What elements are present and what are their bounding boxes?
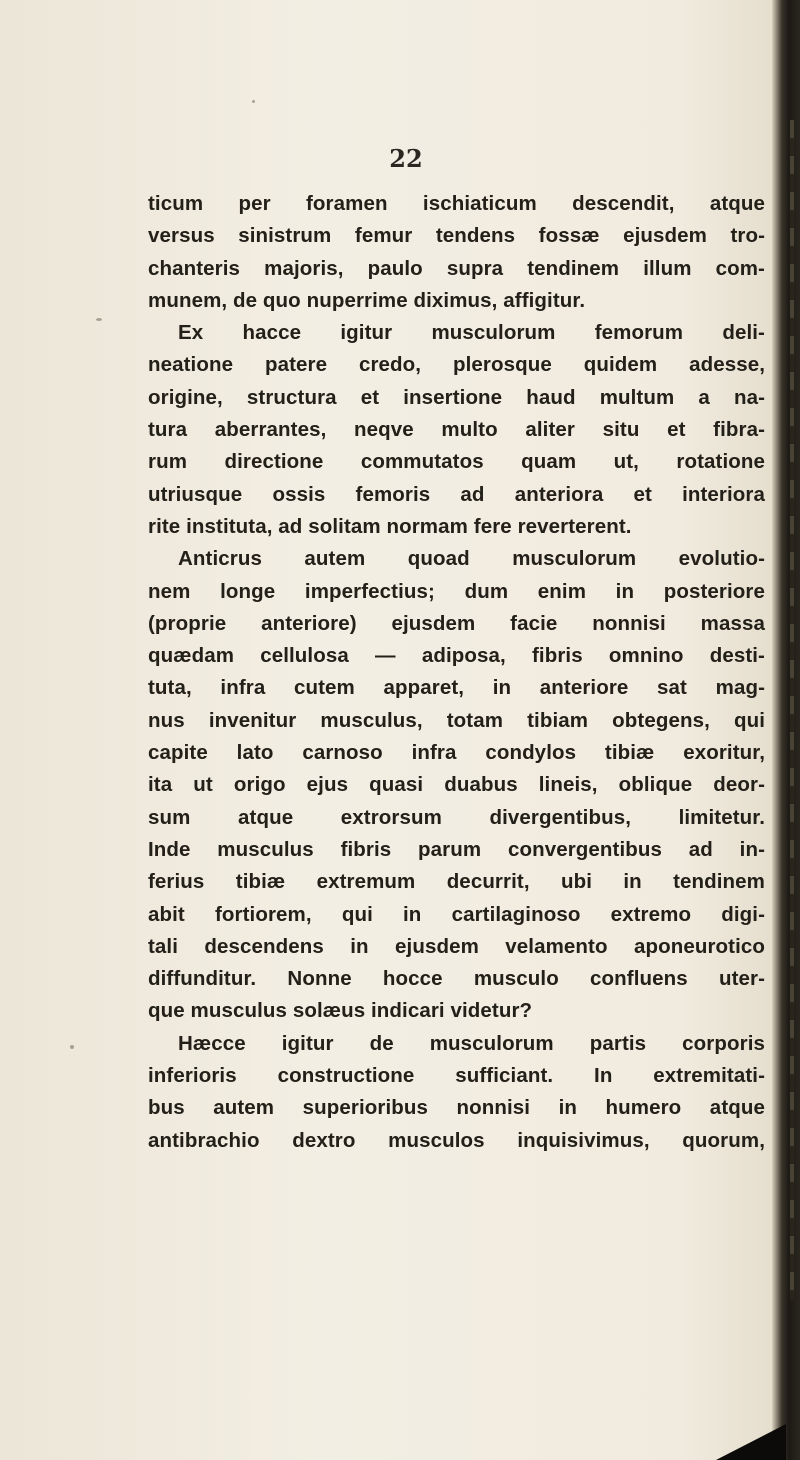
text-line: Anticrus autem quoad musculorum evolutio- [178,547,765,571]
text-line: tura aberrantes, neqve multo aliter situ et fibra- [148,418,765,442]
text-line: chanteris majoris, paulo supra tendinem illum com- [148,256,765,280]
text-line: origine, structura et insertione haud multum a na- [148,385,765,409]
text-line: Inde musculus fibris parum convergentibus ad in- [148,837,765,861]
text-line: versus sinistrum femur tendens fossæ ejusdem tro- [148,224,765,248]
paper-speck [70,1045,74,1049]
text-line: abit fortiorem, qui in cartilaginoso extremo digi- [148,902,765,926]
text-line: tali descendens in ejusdem velamento aponeurotico [148,934,765,958]
paper-speck [96,318,102,321]
text-line: Ex hacce igitur musculorum femorum deli- [178,321,765,345]
text-line: ferius tibiæ extremum decurrit, ubi in tendinem [148,870,765,894]
text-line: que musculus solæus indicari videtur? [148,999,533,1023]
page-number: 22 [389,144,423,173]
text-line: tuta, infra cutem apparet, in anteriore sat mag- [148,676,765,700]
spine-texture [790,120,794,1300]
text-line: (proprie anteriore) ejusdem facie nonnisi massa [148,611,765,635]
text-line: sum atque extrorsum divergentibus, limitetur. [148,805,765,829]
text-line: bus autem superioribus nonnisi in humero atque [148,1096,765,1120]
text-line: rum directione commutatos quam ut, rotatione [148,450,765,474]
text-line: inferioris constructione sufficiant. In extremitati- [148,1064,765,1088]
text-line: diffunditur. Nonne hocce musculo confluens uter- [148,967,765,991]
text-line: utriusque ossis femoris ad anteriora et interiora [148,482,765,506]
text-line: quædam cellulosa — adiposa, fibris omnino desti- [148,644,765,668]
text-line: rite instituta, ad solitam normam fere reverterent. [148,514,632,538]
text-line: munem, de quo nuperrime diximus, affigitur. [148,288,586,312]
text-line: neatione patere credo, plerosque quidem adesse, [148,353,765,377]
text-line: nus invenitur musculus, totam tibiam obtegens, qui [148,708,765,732]
text-line: nem longe imperfectius; dum enim in posteriore [148,579,765,603]
text-line: antibrachio dextro musculos inquisivimus, quorum, [148,1128,765,1152]
text-line: ita ut origo ejus quasi duabus lineis, oblique deor- [148,773,765,797]
text-line: Hæcce igitur de musculorum partis corporis [178,1031,765,1055]
text-line: ticum per foramen ischiaticum descendit, atque [148,192,765,215]
text-line: capite lato carnoso infra condylos tibiæ exoritur, [148,741,765,765]
book-spine-edge [772,0,800,1460]
body-text [148,188,765,1157]
paper-speck [252,100,255,103]
